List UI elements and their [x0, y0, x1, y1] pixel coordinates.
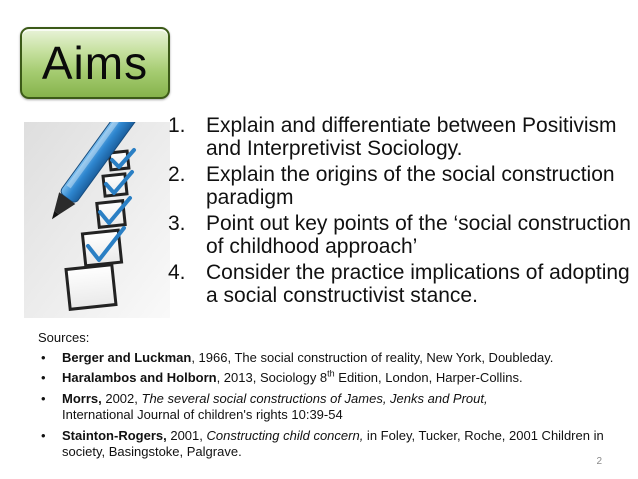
source-title: The several social constructions of James, Jenks and Prout, [141, 390, 488, 406]
checklist-pen-icon [24, 122, 170, 318]
aim-item [168, 163, 633, 209]
source-author: Morrs, [62, 390, 102, 406]
aim-item [168, 114, 633, 160]
sources-section [38, 330, 628, 465]
aim-text: Explain and differentiate between Positivism and Interpretivist Sociology. [206, 114, 617, 160]
source-item [38, 428, 628, 461]
aims-title: Aims [41, 37, 149, 89]
aims-badge [20, 27, 170, 99]
source-item [38, 370, 628, 387]
source-details-end: International Journal of children's rights 10:39-54 [62, 407, 343, 422]
source-author: Stainton-Rogers, [62, 427, 167, 443]
aim-text: Point out key points of the ‘social construction of childhood approach’ [206, 212, 631, 258]
sources-list [38, 350, 628, 461]
source-details: , 1966, The social construction of reality, New York, Doubleday. [191, 349, 554, 365]
aim-number: 2. [168, 163, 186, 186]
slide-number: 2 [596, 456, 602, 467]
aim-text: Consider the practice implications of adopting a social constructivist stance. [206, 261, 630, 307]
aim-number: 3. [168, 212, 186, 235]
aim-item [168, 212, 633, 258]
source-author: Berger and Luckman [62, 349, 192, 365]
sources-heading: Sources: [38, 330, 90, 345]
source-item [38, 391, 628, 424]
aim-text: Explain the origins of the social construction paradigm [206, 163, 615, 209]
source-details-end: Edition, London, Harper-Collins. [334, 370, 523, 385]
source-details-end: in Foley, Tucker, Roche, 2001 Children in society, Basingstoke, Palgrave. [62, 427, 604, 459]
source-title: Constructing child concern, [206, 427, 364, 443]
aims-list [168, 114, 633, 310]
source-item [38, 350, 628, 367]
aim-number: 1. [168, 114, 186, 137]
source-author: Haralambos and Holborn [62, 370, 217, 385]
aim-item [168, 261, 633, 307]
aim-number: 4. [168, 261, 186, 284]
source-details: 2001, [166, 427, 207, 443]
source-details: 2002, [101, 390, 142, 406]
source-superscript: th [327, 368, 335, 379]
source-details: , 2013, Sociology 8 [216, 370, 328, 385]
